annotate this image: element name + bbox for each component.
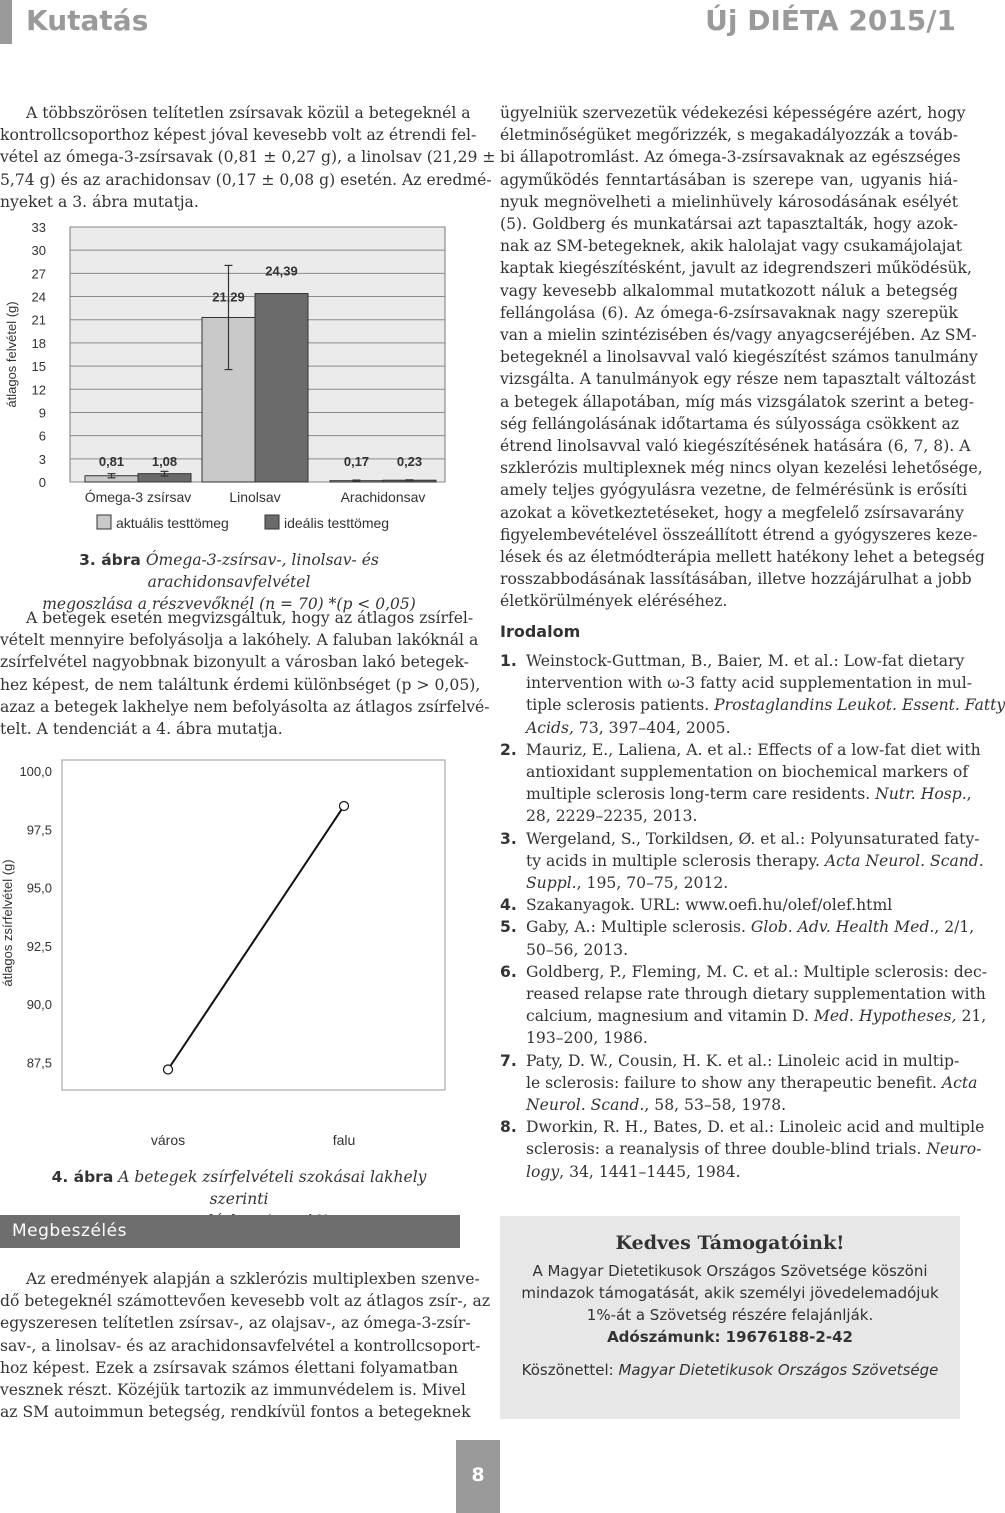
reference-text: calcium, magnesium and vitamin D.	[526, 1007, 814, 1026]
y-axis-label: átlagos felvétel (g)	[4, 301, 19, 408]
y-tick-label: 15	[31, 359, 46, 375]
support-box	[500, 1216, 960, 1419]
data-point	[340, 801, 349, 810]
text-line: (5). Goldberg és munkatársai azt tapasztalták, hogy azok-	[500, 215, 958, 234]
text-line: az SM autoimmun betegség, rendkívül fontos a betegeknek	[0, 1403, 471, 1422]
text-line: Az eredmények alapján a szklerózis multiplexben szenve-	[26, 1270, 480, 1288]
support-line-3: 1%-át a Szövetség részére felajánlják.	[586, 1306, 874, 1324]
reference-text: Wergeland, S., Torkildsen, Ø. et al.: Polyunsaturated faty-	[526, 829, 980, 848]
reference-text: le sclerosis: failure to show any therapeutic benefit.	[526, 1073, 942, 1092]
page-number: 8	[471, 1464, 485, 1486]
reference-item	[500, 961, 988, 1050]
reference-item	[500, 739, 981, 828]
text-line: telt. A tendenciát a 4. ábra mutatja.	[0, 720, 283, 739]
reference-line	[526, 1005, 987, 1027]
reference-line	[526, 672, 973, 694]
figure-4-line-chart	[0, 755, 460, 1155]
y-tick-label: 0	[38, 475, 46, 490]
data-point	[164, 1065, 173, 1074]
reference-text: , 34, 1441–1445, 1984.	[559, 1162, 741, 1181]
reference-text: 73, 397–404, 2005.	[573, 718, 731, 737]
reference-item	[500, 828, 984, 895]
reference-line	[526, 1072, 978, 1094]
reference-line	[526, 739, 981, 761]
reference-text: ty acids in multiple sclerosis therapy.	[526, 851, 825, 870]
x-category-label: Ómega-3 zsírsav	[84, 489, 192, 505]
x-category-label: falu	[332, 1132, 356, 1148]
reference-text: intervention with ω-3 fatty acid supplementation in mul-	[526, 674, 973, 693]
legend-swatch	[97, 515, 111, 529]
y-tick-label: 30	[31, 243, 46, 259]
reference-line	[526, 983, 986, 1005]
thanks-prefix: Köszönettel:	[521, 1361, 619, 1379]
reference-number: 2.	[500, 740, 517, 759]
text-line: fellángolása (6). Az ómega-6-zsírsavaknak nagy szerepük	[500, 303, 958, 322]
support-line-1: A Magyar Dietetikusok Országos Szövetsége köszöni	[532, 1262, 928, 1280]
y-tick-label: 12	[31, 382, 46, 398]
reference-text: antioxidant supplementation on biochemical markers of	[526, 763, 969, 782]
text-line: vételt mennyire befolyásolja a lakóhely. A faluban lakóknál a	[0, 631, 479, 650]
reference-line	[526, 1116, 985, 1138]
references-title: Irodalom	[500, 622, 581, 641]
header-accent-bar	[0, 0, 12, 44]
reference-line	[526, 939, 958, 961]
y-tick-label: 27	[31, 266, 46, 282]
discussion-section-bar	[0, 1215, 460, 1248]
reference-line	[526, 961, 988, 983]
text-line: van a mielin szintézisében és/vagy anyagcseréjében. Az SM-	[500, 326, 977, 345]
text-line: nak az SM-betegeknek, akik halolajat vagy csukamájolajat	[500, 237, 962, 256]
reference-number: 8.	[500, 1118, 517, 1137]
reference-line	[526, 650, 965, 672]
reference-journal: Nutr. Hosp.	[875, 785, 967, 804]
reference-journal: Acids,	[526, 718, 574, 737]
data-label: 21,29	[212, 289, 245, 305]
discussion-title: Megbeszélés	[12, 1221, 127, 1241]
issue-header: Új DIÉTA 2015/1	[705, 4, 956, 37]
text-line: agyműködés fenntartásában is szerepe van, ugyanis hiá-	[500, 170, 958, 189]
reference-line	[526, 828, 980, 850]
text-line: nyuk megnövelheti a mielinhüvely károsodásának esélyét	[500, 192, 958, 211]
y-tick-label: 92,5	[26, 938, 52, 954]
reference-journal: Acta Neurol. Scand.	[824, 851, 984, 870]
y-tick-label: 95,0	[26, 880, 52, 896]
discussion-paragraph	[0, 1268, 491, 1423]
text-line: hez képest, de nem találtunk érdemi különbséget (p > 0,05),	[0, 675, 481, 694]
reference-journal: Med. Hypotheses,	[813, 1007, 957, 1026]
reference-text: multiple sclerosis long-term care residents.	[526, 785, 876, 804]
text-line: bi állapotromlást. Az ómega-3-zsírsavaknak az egészséges	[500, 148, 961, 167]
figure-3-caption	[0, 549, 458, 615]
reference-text: 50–56, 2013.	[526, 940, 629, 959]
reference-number: 4.	[500, 896, 517, 915]
text-line: dő betegeknél számottevően kevesebb volt az átlagos zsír-, az	[0, 1292, 491, 1311]
reference-text: , 58, 53–58, 1978.	[644, 1096, 787, 1115]
text-line: vagy kevesebb alkalommal mutatkozott náluk a betegség	[500, 281, 958, 300]
support-line-2: mindazok támogatását, akik személyi jövedelemadójuk	[521, 1284, 939, 1302]
y-tick-label: 3	[38, 451, 46, 467]
reference-number: 3.	[500, 829, 517, 848]
figure-4-number: 4. ábra	[51, 1168, 114, 1186]
text-line: amely teljes gyógyulásra vezetne, de felmérésünk is erősíti	[500, 481, 968, 500]
tax-number: Adószámunk: 19676188-2-42	[607, 1328, 853, 1346]
text-line: zsírfelvétel nagyobbnak bizonyult a városban lakó betegek-	[0, 653, 469, 672]
x-category-label: Arachidonsav	[340, 489, 426, 505]
text-line: ügyelniük szervezetük védekezési képességére azért, hogy	[500, 104, 966, 122]
y-tick-label: 90,0	[26, 997, 52, 1013]
y-tick-label: 6	[38, 428, 46, 444]
text-line: azokat a következtetéseket, hogy a megfelelő zsírsavarány	[500, 503, 964, 522]
text-line: szklerózis multiplexnek még nincs olyan kezelési lehetősége,	[500, 459, 983, 478]
y-tick-label: 33	[31, 220, 46, 235]
bar-idealis	[255, 294, 308, 482]
reference-text: Weinstock-Guttman, B., Baier, M. et al.: Low-fat dietary	[526, 652, 965, 670]
reference-text: Mauriz, E., Laliena, A. et al.: Effects of a low-fat diet with	[526, 740, 981, 759]
reference-item	[500, 1050, 978, 1117]
y-axis-label: átlagos zsírfelvétel (g)	[0, 859, 15, 987]
reference-text: , 2/1,	[934, 918, 975, 937]
thanks-org: Magyar Dietetikusok Országos Szövetsége	[618, 1361, 939, 1379]
text-line: betegeknél a linolsavval való kiegészítést számos tanulmány	[500, 348, 978, 367]
x-category-label: Linolsav	[229, 489, 281, 505]
reference-text: Goldberg, P., Fleming, M. C. et al.: Multiple sclerosis: dec-	[526, 962, 988, 981]
reference-journal: Suppl.	[526, 874, 577, 893]
reference-journal: logy	[526, 1162, 560, 1181]
text-line: sav-, a linolsav- és az arachidonsavfelvétel a kontrollcsoport-	[0, 1336, 481, 1355]
y-tick-label: 87,5	[26, 1055, 52, 1071]
reference-text: Dworkin, R. H., Bates, D. et al.: Linoleic acid and multiple	[526, 1118, 985, 1137]
reference-line	[526, 1027, 958, 1049]
figure-3-number: 3. ábra	[79, 551, 141, 569]
reference-line	[526, 1161, 958, 1183]
text-line: azaz a betegek lakhelye nem befolyásolta az átlagos zsírfelvé-	[0, 697, 490, 716]
y-tick-label: 100,0	[19, 764, 52, 779]
legend-swatch	[265, 515, 279, 529]
text-line: vétel az ómega-3-zsírsavak (0,81 ± 0,27 g), a linolsav (21,29 ±	[0, 148, 496, 167]
reference-journal: Neuro-	[926, 1140, 982, 1159]
reference-item	[500, 650, 1005, 739]
figure-3-caption-line1: Ómega-3-zsírsav-, linolsav- és arachidonsavfelvétel	[145, 551, 379, 591]
y-tick-label: 21	[31, 312, 46, 328]
right-column-paragraph	[500, 102, 985, 613]
reference-text: 28, 2229–2235, 2013.	[526, 807, 698, 826]
reference-number: 5.	[500, 918, 517, 937]
page-number-box	[456, 1440, 500, 1513]
text-line: figyelembevételével összeállított étrend a gyógyszeres keze-	[500, 525, 978, 544]
y-tick-label: 18	[31, 335, 46, 351]
reference-text: Szakanyagok. URL: www.oefi.hu/olef/olef.html	[526, 896, 893, 915]
reference-line	[526, 717, 958, 739]
reference-journal: Neurol. Scand.	[526, 1096, 645, 1115]
text-line: életkörülmények eléréséhez.	[500, 592, 728, 611]
reference-journal: Glob. Adv. Health Med.	[750, 918, 935, 937]
data-label: 24,39	[265, 263, 298, 279]
y-tick-label: 24	[31, 289, 46, 305]
data-label: 1,08	[151, 454, 178, 469]
reference-text: , 195, 70–75, 2012.	[576, 874, 729, 893]
text-line: rosszabbodásának lassításában, illetve hozzájárulhat a jobb	[500, 570, 972, 589]
data-label: 0,81	[98, 454, 125, 469]
reference-number: 7.	[500, 1051, 517, 1070]
text-line: életminőségüket megőrizzék, s megakadályozzák a továb-	[500, 126, 958, 145]
text-line: lések és az életmódterápia mellett hatékony lehet a betegség	[500, 548, 985, 567]
text-line: nyeket a 3. ábra mutatja.	[0, 192, 199, 211]
reference-line	[526, 761, 969, 783]
reference-line	[526, 872, 958, 894]
support-title: Kedves Támogatóink!	[615, 1232, 845, 1254]
intro-paragraph	[0, 102, 496, 213]
figure-4-caption-line1: A betegek zsírfelvételi szokásai lakhely szerinti	[118, 1168, 427, 1208]
reference-line	[526, 894, 958, 916]
text-line: A többszörösen telítetlen zsírsavak közül a betegeknél a	[26, 104, 471, 122]
reference-line	[526, 1094, 958, 1116]
reference-line	[526, 694, 1005, 716]
data-label: 0,23	[396, 454, 423, 469]
text-line: a betegek állapotában, míg más vizsgálatok szerint a beteg-	[500, 392, 975, 411]
references-list	[500, 650, 1005, 1183]
y-tick-label: 9	[38, 405, 46, 421]
reference-number: 1.	[500, 652, 517, 670]
legend-label: ideális testtömeg	[284, 515, 390, 531]
text-line: étrend linolsavval való kiegészítésének hatására (6, 7, 8). A	[500, 437, 971, 456]
figure-3-caption-line2: megoszlása a részvevőknél (n = 70) *(p < 0,05)	[42, 595, 416, 613]
plot-area	[62, 760, 445, 1090]
data-label: 0,17	[343, 454, 370, 469]
reference-journal: Acta	[941, 1073, 978, 1092]
reference-text: 21,	[956, 1007, 987, 1026]
reference-line	[526, 916, 975, 938]
x-category-label: város	[150, 1132, 186, 1148]
reference-text: tiple sclerosis patients.	[526, 696, 715, 715]
text-line: 5,74 g) és az arachidonsav (0,17 ± 0,08 g) esetén. Az eredmé-	[0, 170, 492, 189]
reference-item	[500, 1116, 985, 1183]
reference-line	[526, 1138, 982, 1160]
text-line: ség fellángolásának időtartama és súlyossága csökkent az	[500, 414, 960, 433]
reference-text: Gaby, A.: Multiple sclerosis.	[526, 918, 751, 937]
reference-line	[526, 805, 958, 827]
reference-text: ,	[966, 785, 972, 804]
y-tick-label: 97,5	[26, 822, 52, 838]
text-line: egyszeresen telítetlen zsírsav-, az olajsav-, az ómega-3-zsír-	[0, 1314, 471, 1333]
reference-journal: Prostaglandins Leukot. Essent. Fatty	[714, 696, 1005, 715]
text-line: vizsgálta. A tanulmányok egy része nem tapasztalt változást	[500, 370, 976, 389]
reference-text: Paty, D. W., Cousin, H. K. et al.: Linoleic acid in multip-	[526, 1051, 960, 1070]
reference-item	[500, 894, 958, 916]
text-line: vesznek részt. Közéjük tartozik az immunvédelem is. Mivel	[0, 1381, 466, 1400]
text-line: kaptak kiegészítésként, javult az idegrendszeri működésük,	[500, 259, 972, 278]
reference-number: 6.	[500, 962, 517, 981]
text-line: A betegek esetén megvizsgáltuk, hogy az átlagos zsírfel-	[26, 609, 474, 627]
support-thanks	[500, 1359, 960, 1381]
legend-label: aktuális testtömeg	[116, 515, 229, 531]
lakohely-paragraph	[0, 607, 490, 740]
reference-text: 193–200, 1986.	[526, 1029, 648, 1048]
reference-text: reased relapse rate through dietary supplementation with	[526, 985, 986, 1004]
text-line: kontrollcsoporthoz képest jóval kevesebb volt az étrendi fel-	[0, 126, 477, 145]
reference-line	[526, 850, 984, 872]
reference-line	[526, 783, 972, 805]
reference-text: sclerosis: a reanalysis of three double-blind trials.	[526, 1140, 927, 1159]
figure-3-bar-chart	[0, 215, 460, 545]
reference-item	[500, 916, 975, 960]
section-header: Kutatás	[26, 4, 149, 37]
reference-line	[526, 1050, 958, 1072]
text-line: hoz képest. Ezek a zsírsavak számos élettani folyamatban	[0, 1358, 458, 1377]
